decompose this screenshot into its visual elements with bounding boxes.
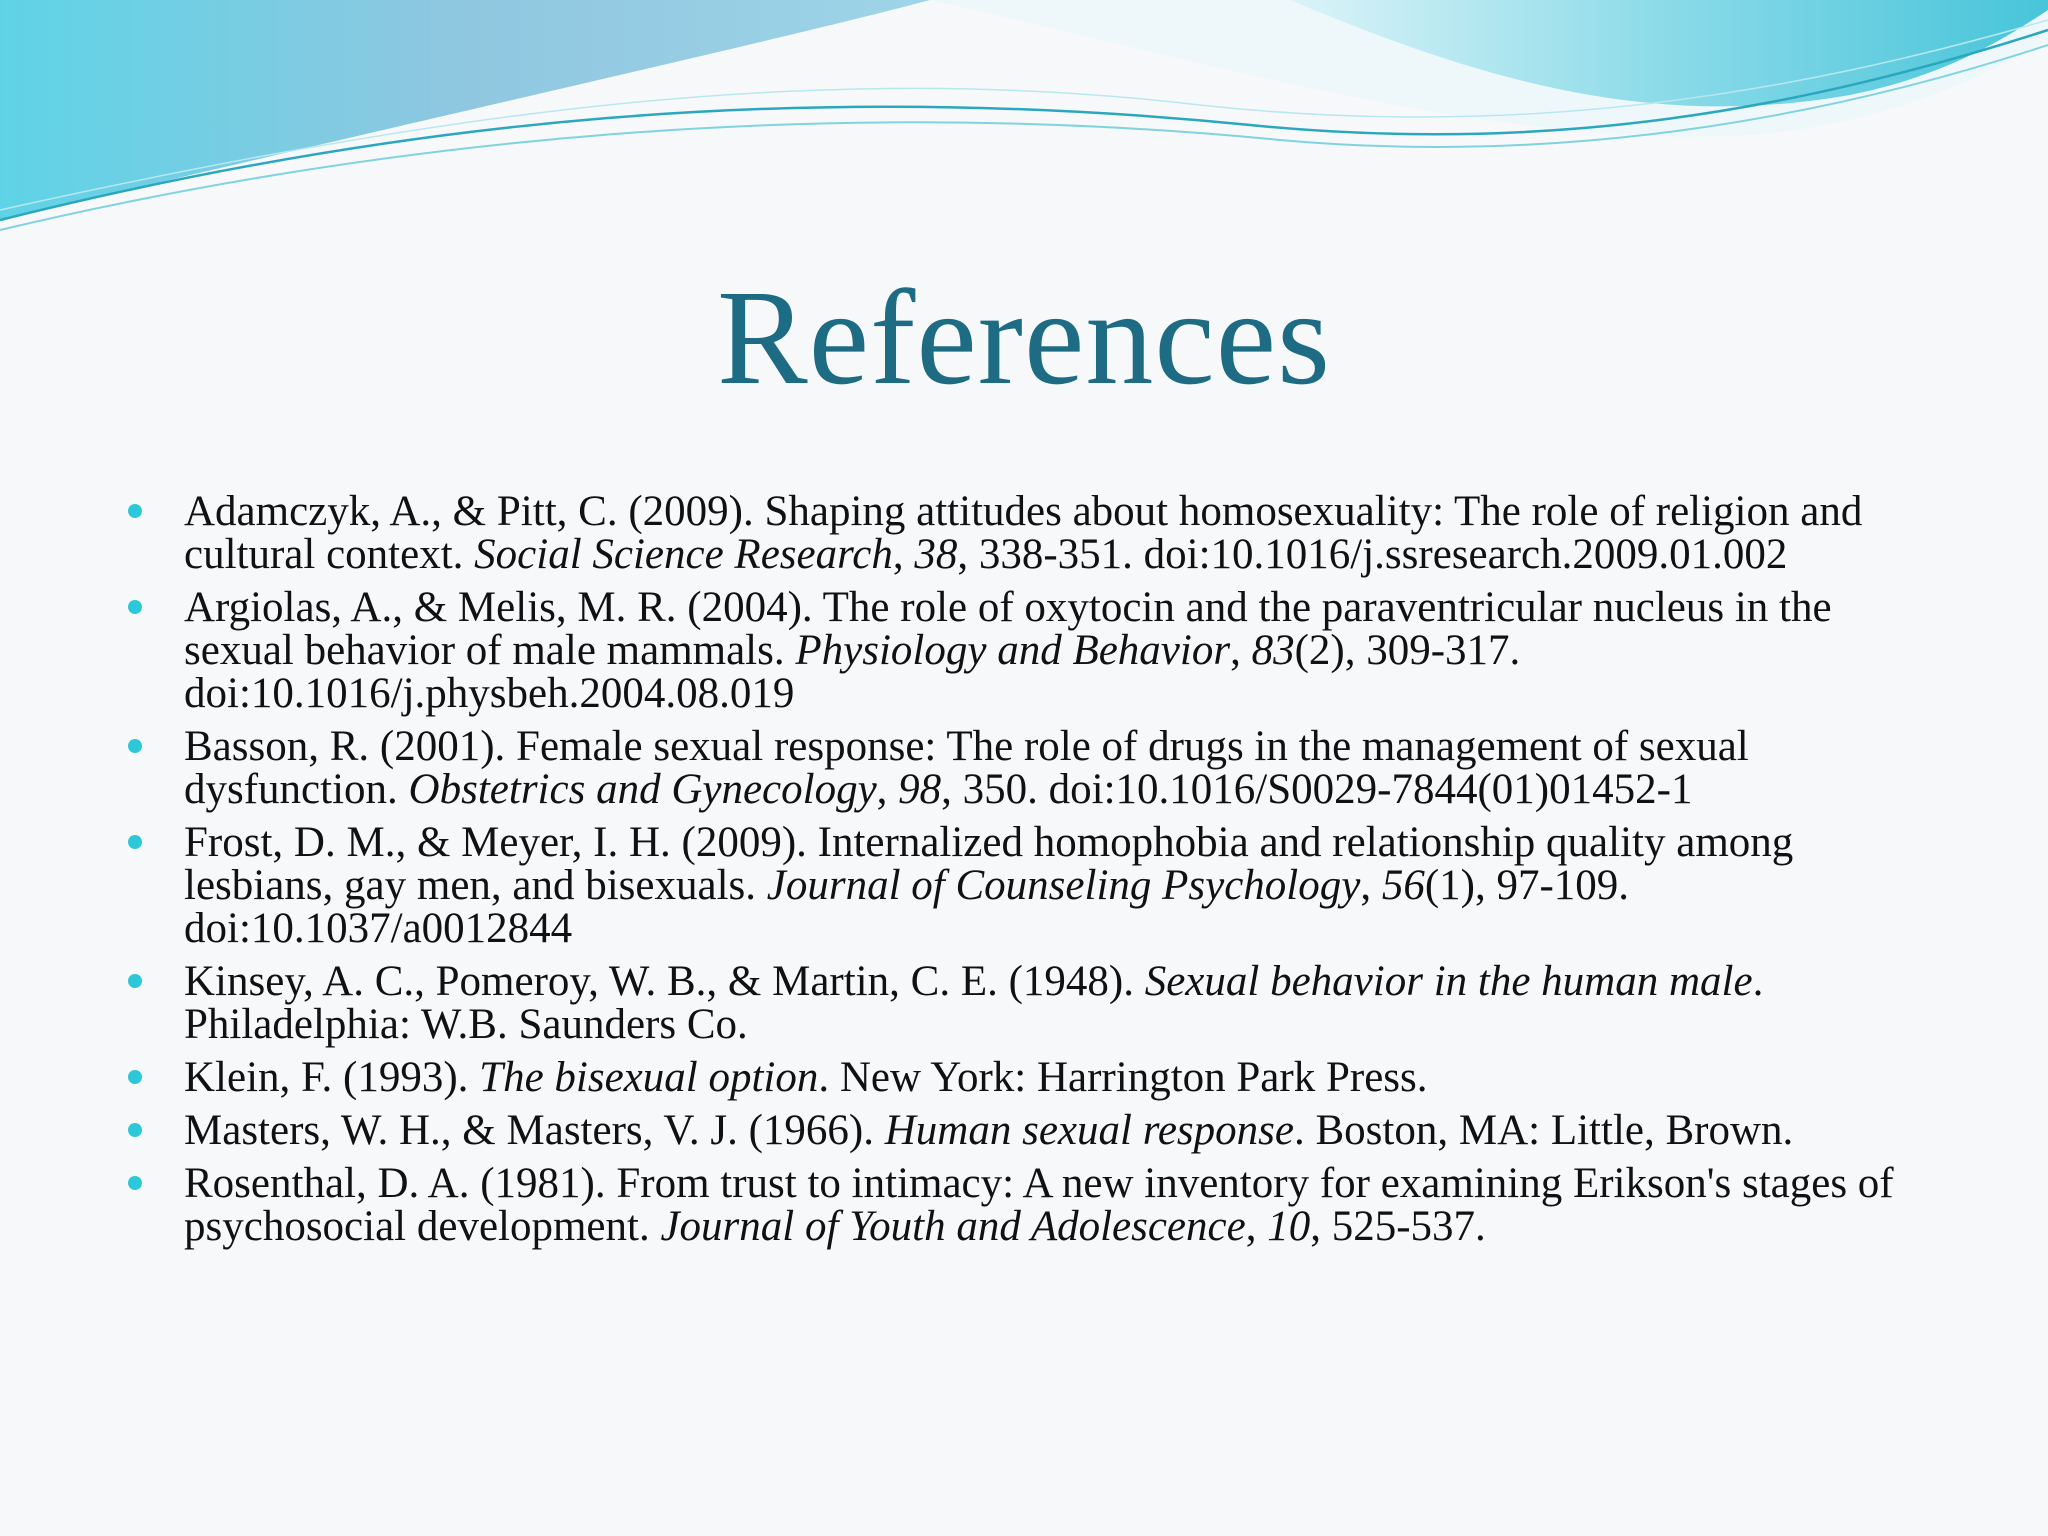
reference-pages-doi: (2), 309-317. doi:10.1016/j.physbeh.2004.08.019 [184, 627, 1521, 717]
reference-separator: , [1360, 862, 1382, 909]
reference-volume: 98 [898, 766, 942, 813]
reference-publisher: . New York: Harrington Park Press. [818, 1054, 1428, 1101]
reference-journal: Journal of Counseling Psychology [766, 862, 1361, 909]
reference-text: Kinsey, A. C., Pomeroy, W. B., & Martin, C. E. (1948). [184, 958, 1145, 1005]
reference-text: Klein, F. (1993). [184, 1054, 480, 1101]
reference-volume: 38 [914, 531, 958, 578]
bullet-icon [128, 1070, 142, 1084]
reference-text: Basson, R. (2001). Female sexual response: The role of drugs in the management of sexual dysfunction. [184, 723, 1749, 813]
reference-book-title: The bisexual option [479, 1054, 819, 1101]
reference-text: Argiolas, A., & Melis, M. R. (2004). The role of oxytocin and the paraventricular nucleus in the sexual behavior of male mammals. [184, 584, 1832, 674]
reference-journal: Physiology and Behavior [795, 627, 1231, 674]
bullet-icon [128, 739, 142, 753]
reference-item [128, 960, 1928, 1046]
reference-journal: Journal of Youth and Adolescence [660, 1203, 1246, 1250]
bullet-icon [128, 1123, 142, 1137]
reference-publisher: . Boston, MA: Little, Brown. [1294, 1107, 1794, 1154]
reference-item [128, 821, 1928, 950]
reference-publisher: . Philadelphia: W.B. Saunders Co. [184, 958, 1764, 1048]
reference-book-title: Human sexual response [884, 1107, 1294, 1154]
reference-item [128, 1056, 1928, 1099]
reference-journal: Obstetrics and Gynecology [408, 766, 877, 813]
reference-list [128, 490, 1928, 1258]
reference-text: Rosenthal, D. A. (1981). From trust to intimacy: A new inventory for examining Erikson's stages of psychosocial development. [184, 1160, 1894, 1250]
reference-pages-doi: , 338-351. doi:10.1016/j.ssresearch.2009.01.002 [957, 531, 1788, 578]
reference-item [128, 1109, 1928, 1152]
bullet-icon [128, 504, 142, 518]
reference-item [128, 586, 1928, 715]
reference-separator: , [1230, 627, 1252, 674]
reference-item [128, 490, 1928, 576]
slide-title: References [716, 263, 1332, 413]
reference-pages-doi: (1), 97-109. doi:10.1037/a0012844 [184, 862, 1630, 952]
reference-pages-doi: , 525-537. [1310, 1203, 1486, 1250]
bullet-icon [128, 600, 142, 614]
reference-journal: Social Science Research [474, 531, 893, 578]
reference-separator: , [1245, 1203, 1268, 1250]
reference-volume: 56 [1381, 862, 1425, 909]
bullet-icon [128, 974, 142, 988]
bullet-icon [128, 1176, 142, 1190]
reference-pages-doi: , 350. doi:10.1016/S0029-7844(01)01452-1 [941, 766, 1693, 813]
reference-book-title: Sexual behavior in the human male [1144, 958, 1753, 1005]
reference-volume: 83 [1251, 627, 1295, 674]
reference-text: Masters, W. H., & Masters, V. J. (1966). [184, 1107, 885, 1154]
reference-text: Frost, D. M., & Meyer, I. H. (2009). Internalized homophobia and relationship quality among lesbians, gay men, and bisexuals. [184, 819, 1794, 909]
reference-item [128, 725, 1928, 811]
reference-separator: , [892, 531, 915, 578]
reference-text: Adamczyk, A., & Pitt, C. (2009). Shaping attitudes about homosexuality: The role of religion and cultural context. [184, 488, 1863, 578]
reference-item [128, 1162, 1928, 1248]
reference-separator: , [876, 766, 899, 813]
bullet-icon [128, 835, 142, 849]
decorative-wave-header [0, 0, 2048, 260]
reference-volume: 10 [1267, 1203, 1311, 1250]
